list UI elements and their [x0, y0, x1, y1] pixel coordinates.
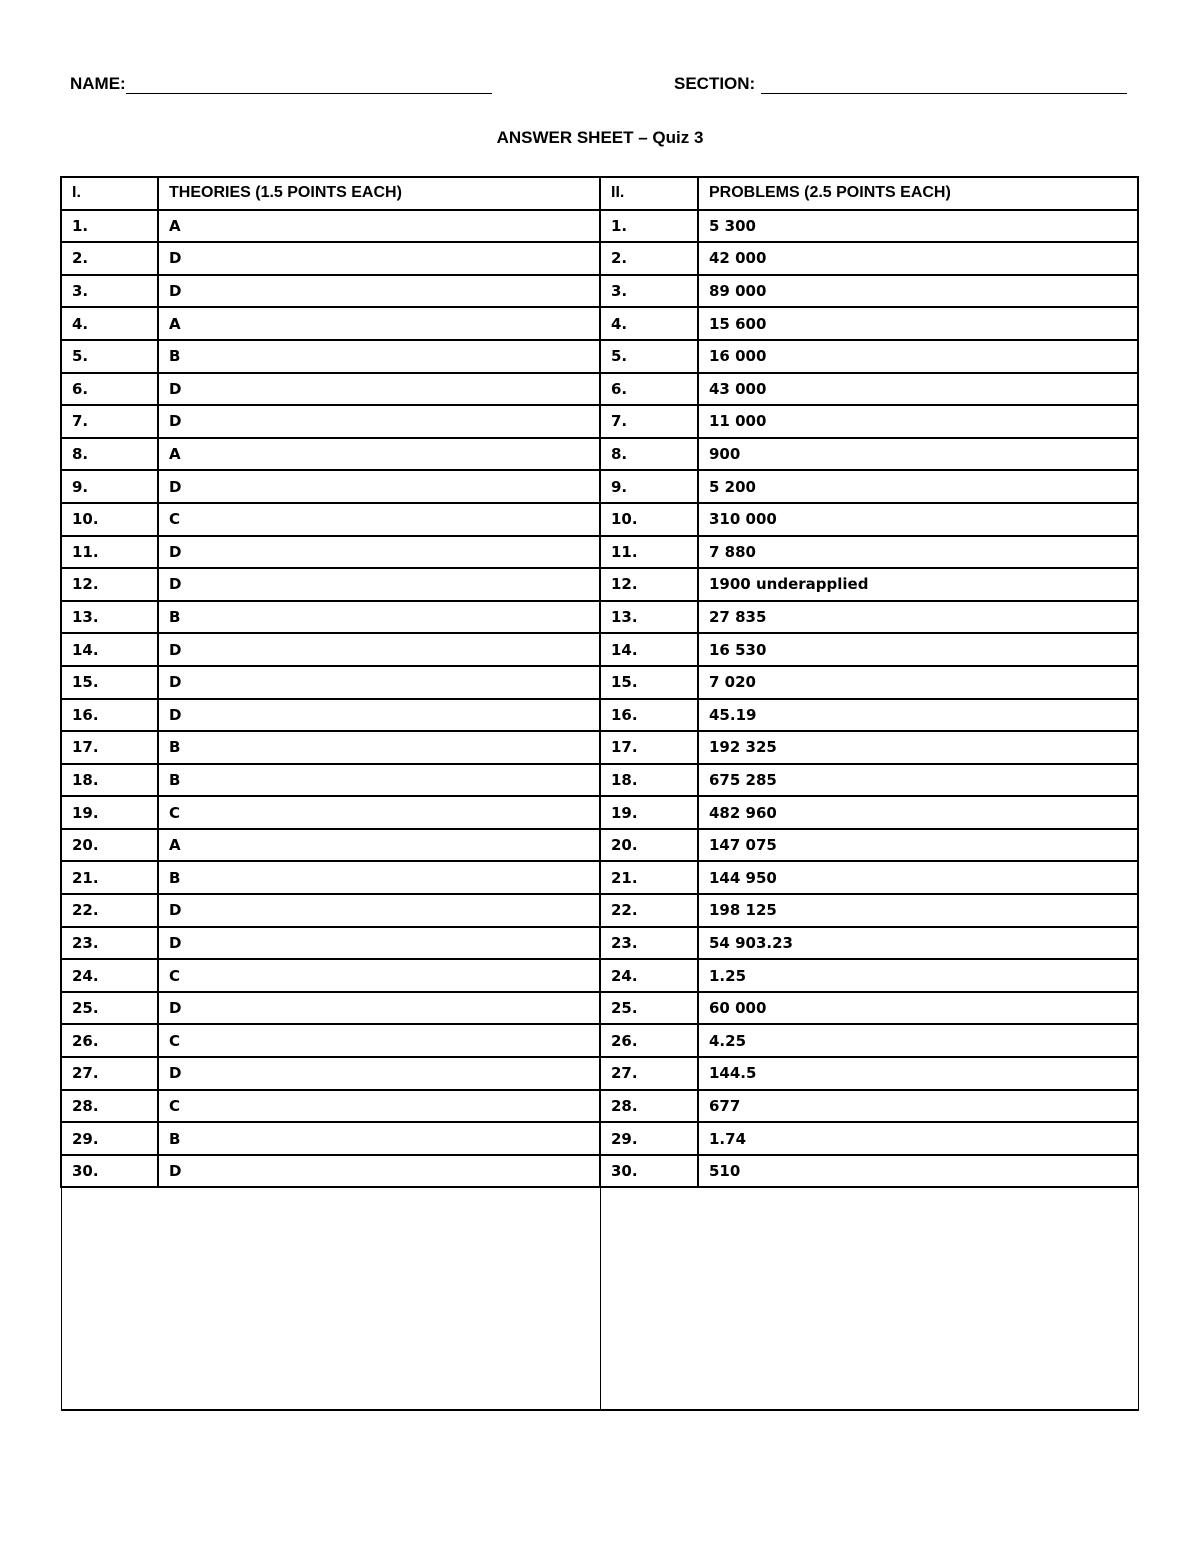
problem-answer: 147 075: [698, 829, 1138, 862]
problem-item-number: 29.: [600, 1122, 698, 1155]
problem-answer: 42 000: [698, 242, 1138, 275]
problem-answer: 310 000: [698, 503, 1138, 536]
theory-item-number: 19.: [61, 796, 158, 829]
problem-item-number: 13.: [600, 601, 698, 634]
problem-answer: 89 000: [698, 275, 1138, 308]
problem-item-number: 18.: [600, 764, 698, 797]
theory-answer: C: [158, 959, 600, 992]
theory-item-number: 11.: [61, 536, 158, 569]
table-row: [61, 210, 1138, 243]
problem-answer: 7 880: [698, 536, 1138, 569]
theory-answer: C: [158, 796, 600, 829]
problem-answer: 1900 underapplied: [698, 568, 1138, 601]
theory-answer: D: [158, 536, 600, 569]
table-row: [61, 829, 1138, 862]
problem-item-number: 9.: [600, 470, 698, 503]
table-row: [61, 894, 1138, 927]
theory-answer: D: [158, 405, 600, 438]
problem-answer: 15 600: [698, 307, 1138, 340]
table-row: [61, 731, 1138, 764]
table-row: [61, 927, 1138, 960]
theory-answer: D: [158, 992, 600, 1025]
theory-item-number: 9.: [61, 470, 158, 503]
problem-item-number: 14.: [600, 633, 698, 666]
problem-answer: 7 020: [698, 666, 1138, 699]
table-row: [61, 633, 1138, 666]
table-row: [61, 470, 1138, 503]
problem-item-number: 26.: [600, 1024, 698, 1057]
theory-answer: C: [158, 1090, 600, 1123]
section-label: SECTION:: [674, 74, 756, 93]
table-row: [61, 536, 1138, 569]
table-row: [61, 1057, 1138, 1090]
theory-item-number: 22.: [61, 894, 158, 927]
theory-item-number: 28.: [61, 1090, 158, 1123]
theory-item-number: 3.: [61, 275, 158, 308]
theory-item-number: 1.: [61, 210, 158, 243]
theory-item-number: 24.: [61, 959, 158, 992]
theory-answer: D: [158, 894, 600, 927]
blank-cell-right: [600, 1187, 1138, 1410]
problem-answer: 677: [698, 1090, 1138, 1123]
theory-answer: D: [158, 1155, 600, 1188]
theory-item-number: 6.: [61, 373, 158, 406]
theory-answer: A: [158, 210, 600, 243]
blank-cell-left: [61, 1187, 600, 1410]
problem-answer: 5 200: [698, 470, 1138, 503]
table-row: [61, 307, 1138, 340]
problem-item-number: 21.: [600, 861, 698, 894]
theory-item-number: 20.: [61, 829, 158, 862]
theory-number-header: I.: [61, 177, 158, 210]
page-title: ANSWER SHEET – Quiz 3: [496, 128, 704, 147]
problem-answer: 1.25: [698, 959, 1138, 992]
table-row: [61, 503, 1138, 536]
problem-item-number: 27.: [600, 1057, 698, 1090]
table-row: [61, 438, 1138, 471]
problem-answer: 43 000: [698, 373, 1138, 406]
problem-answer: 4.25: [698, 1024, 1138, 1057]
problem-answer: 11 000: [698, 405, 1138, 438]
theory-item-number: 30.: [61, 1155, 158, 1188]
theory-answer: D: [158, 927, 600, 960]
problem-answer: 1.74: [698, 1122, 1138, 1155]
theory-title-header: THEORIES (1.5 POINTS EACH): [158, 177, 600, 210]
problem-item-number: 15.: [600, 666, 698, 699]
problem-answer: 510: [698, 1155, 1138, 1188]
problem-item-number: 1.: [600, 210, 698, 243]
problem-item-number: 6.: [600, 373, 698, 406]
theory-item-number: 26.: [61, 1024, 158, 1057]
section-field: [674, 74, 1127, 94]
theory-answer: B: [158, 861, 600, 894]
problem-answer: 54 903.23: [698, 927, 1138, 960]
problem-item-number: 20.: [600, 829, 698, 862]
theory-answer: D: [158, 470, 600, 503]
problem-item-number: 7.: [600, 405, 698, 438]
theory-item-number: 29.: [61, 1122, 158, 1155]
table-row: [61, 861, 1138, 894]
problem-item-number: 25.: [600, 992, 698, 1025]
table-row: [61, 275, 1138, 308]
theory-answer: B: [158, 1122, 600, 1155]
theory-answer: A: [158, 307, 600, 340]
problem-answer: 16 000: [698, 340, 1138, 373]
table-row: [61, 340, 1138, 373]
problem-item-number: 30.: [600, 1155, 698, 1188]
problem-item-number: 22.: [600, 894, 698, 927]
table-row: [61, 568, 1138, 601]
theory-answer: B: [158, 601, 600, 634]
theory-answer: D: [158, 1057, 600, 1090]
table-row: [61, 601, 1138, 634]
problem-number-header: II.: [600, 177, 698, 210]
theory-answer: B: [158, 340, 600, 373]
table-row: [61, 373, 1138, 406]
name-blank-line: [126, 76, 492, 94]
problem-item-number: 12.: [600, 568, 698, 601]
problem-item-number: 4.: [600, 307, 698, 340]
theory-item-number: 15.: [61, 666, 158, 699]
theory-answer: A: [158, 829, 600, 862]
table-row: [61, 1024, 1138, 1057]
problem-answer: 144 950: [698, 861, 1138, 894]
table-row: [61, 699, 1138, 732]
theory-answer: D: [158, 373, 600, 406]
problem-answer: 5 300: [698, 210, 1138, 243]
table-row: [61, 992, 1138, 1025]
problem-item-number: 16.: [600, 699, 698, 732]
theory-item-number: 12.: [61, 568, 158, 601]
theory-answer: D: [158, 275, 600, 308]
problem-item-number: 3.: [600, 275, 698, 308]
theory-item-number: 2.: [61, 242, 158, 275]
table-row: [61, 405, 1138, 438]
problem-answer: 482 960: [698, 796, 1138, 829]
table-row: [61, 959, 1138, 992]
theory-item-number: 25.: [61, 992, 158, 1025]
theory-answer: C: [158, 503, 600, 536]
section-blank-line: [761, 76, 1127, 94]
name-label: NAME:: [70, 74, 126, 93]
theory-answer: D: [158, 568, 600, 601]
problem-answer: 192 325: [698, 731, 1138, 764]
problem-answer: 45.19: [698, 699, 1138, 732]
theory-item-number: 4.: [61, 307, 158, 340]
problem-item-number: 5.: [600, 340, 698, 373]
problem-item-number: 10.: [600, 503, 698, 536]
table-header-row: [61, 177, 1138, 210]
problem-answer: 675 285: [698, 764, 1138, 797]
problem-answer: 144.5: [698, 1057, 1138, 1090]
problem-item-number: 17.: [600, 731, 698, 764]
theory-answer: B: [158, 764, 600, 797]
table-row: [61, 1155, 1138, 1188]
theory-item-number: 16.: [61, 699, 158, 732]
theory-item-number: 27.: [61, 1057, 158, 1090]
table-row: [61, 796, 1138, 829]
problem-item-number: 2.: [600, 242, 698, 275]
theory-item-number: 17.: [61, 731, 158, 764]
problem-item-number: 11.: [600, 536, 698, 569]
theory-answer: D: [158, 666, 600, 699]
theory-item-number: 18.: [61, 764, 158, 797]
theory-answer: C: [158, 1024, 600, 1057]
table-row: [61, 764, 1138, 797]
answer-table: [60, 176, 1139, 1411]
theory-answer: A: [158, 438, 600, 471]
theory-item-number: 14.: [61, 633, 158, 666]
theory-item-number: 5.: [61, 340, 158, 373]
table-row: [61, 1122, 1138, 1155]
table-row: [61, 1090, 1138, 1123]
theory-answer: D: [158, 699, 600, 732]
problem-item-number: 19.: [600, 796, 698, 829]
name-field: [70, 74, 492, 94]
answer-table-body: [61, 177, 1138, 1187]
theory-item-number: 23.: [61, 927, 158, 960]
problem-answer: 60 000: [698, 992, 1138, 1025]
theory-item-number: 21.: [61, 861, 158, 894]
theory-item-number: 8.: [61, 438, 158, 471]
theory-answer: D: [158, 633, 600, 666]
problem-item-number: 28.: [600, 1090, 698, 1123]
problem-item-number: 23.: [600, 927, 698, 960]
theory-answer: D: [158, 242, 600, 275]
problem-answer: 27 835: [698, 601, 1138, 634]
problem-answer: 16 530: [698, 633, 1138, 666]
blank-row: [61, 1187, 1138, 1410]
problem-item-number: 24.: [600, 959, 698, 992]
problem-answer: 900: [698, 438, 1138, 471]
problem-item-number: 8.: [600, 438, 698, 471]
theory-answer: B: [158, 731, 600, 764]
theory-item-number: 13.: [61, 601, 158, 634]
theory-item-number: 10.: [61, 503, 158, 536]
table-row: [61, 242, 1138, 275]
theory-item-number: 7.: [61, 405, 158, 438]
problem-title-header: PROBLEMS (2.5 POINTS EACH): [698, 177, 1138, 210]
table-row: [61, 666, 1138, 699]
problem-answer: 198 125: [698, 894, 1138, 927]
